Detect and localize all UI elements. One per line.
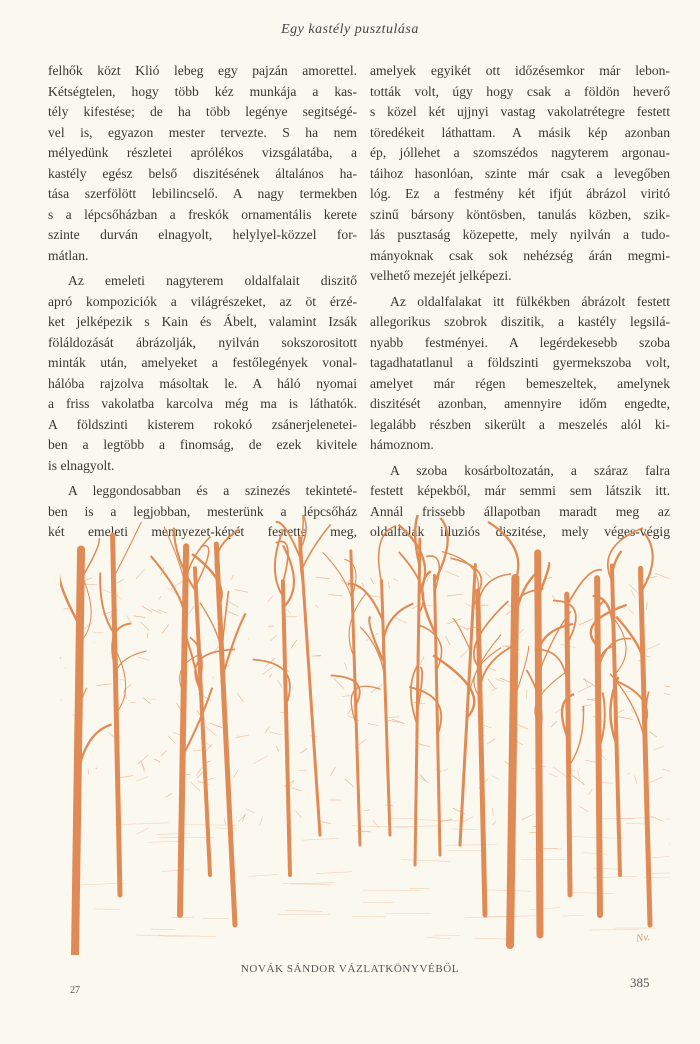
foliage-stroke <box>143 698 150 704</box>
foliage-stroke <box>136 828 149 835</box>
tree-branch <box>113 522 141 578</box>
foliage-stroke <box>459 625 468 629</box>
illustration-caption: NOVÁK SÁNDOR VÁZLATKÖNYVÉBŐL <box>240 963 460 975</box>
ground-stroke <box>625 823 646 824</box>
foliage-stroke <box>334 679 344 689</box>
text-line: Kétségtelen, hogy több kéz munkája a kas- <box>48 83 357 99</box>
foliage-stroke <box>120 776 133 778</box>
text-line: tották volt, úgy hogy csak a földön heverő <box>370 83 670 99</box>
ground-stroke <box>115 823 169 825</box>
foliage-stroke <box>649 732 657 737</box>
text-line: amelyet már régen bemeszeltek, amelynek <box>370 375 670 391</box>
foliage-stroke <box>654 746 664 750</box>
foliage-stroke <box>487 739 495 744</box>
foliage-stroke <box>418 744 430 747</box>
foliage-stroke <box>445 571 459 577</box>
foliage-stroke <box>322 822 331 824</box>
foliage-stroke <box>589 789 593 795</box>
ground-stroke <box>473 938 505 939</box>
foliage-stroke <box>300 749 307 754</box>
ground-stroke <box>215 828 237 829</box>
text-line: A földszinti kisterem rokokó zsánerjelenetei- <box>48 416 357 432</box>
foliage-stroke <box>60 657 61 664</box>
foliage-stroke <box>141 622 150 631</box>
foliage-stroke <box>259 817 262 826</box>
foliage-stroke <box>364 810 369 811</box>
tree-branch <box>453 619 471 651</box>
foliage-stroke <box>463 817 472 822</box>
ground-stroke <box>395 826 441 827</box>
foliage-stroke <box>253 756 267 764</box>
foliage-stroke <box>519 629 524 633</box>
ground-stroke <box>316 872 351 874</box>
foliage-stroke <box>628 584 638 593</box>
ground-stroke <box>562 915 584 916</box>
text-line: diszitését azonban, amennyire időm engedte, <box>370 396 670 411</box>
tree-sketch-illustration <box>60 515 670 955</box>
tree-branch <box>383 603 413 662</box>
foliage-stroke <box>423 689 427 690</box>
foliage-stroke <box>270 674 272 677</box>
text-line: mányoknak csak sok nehézség árán megmi- <box>370 247 670 263</box>
foliage-stroke <box>345 779 354 788</box>
foliage-stroke <box>97 684 112 686</box>
text-line: mátlan. <box>48 247 89 263</box>
tree-trunk <box>612 566 620 875</box>
text-line: vel is, egyazon mester tervezte. S ha nem <box>48 124 357 140</box>
foliage-stroke <box>234 770 239 778</box>
foliage-stroke <box>488 679 495 689</box>
text-line: is elnagyolt. <box>48 457 115 473</box>
text-line: lóg. Ez a festmény két ifjút ábrázol viritó <box>370 186 670 201</box>
text-line: amelyek egyikét ott időzésemkor már lebon- <box>370 63 670 78</box>
text-line: tása szerfölött lebilincselő. A nagy termekben <box>48 186 357 201</box>
text-line: lás pusztaság közepette, mely nyilván a tudo- <box>370 227 670 242</box>
foliage-stroke <box>276 746 278 751</box>
foliage-stroke <box>393 578 398 581</box>
tree-branch <box>78 724 112 774</box>
tree-branch <box>323 552 354 622</box>
foliage-stroke <box>484 571 492 579</box>
tree-trunk <box>283 581 290 875</box>
foliage-stroke <box>138 755 149 764</box>
foliage-stroke <box>227 601 238 607</box>
text-line: velhető mezejét jelképezi. <box>370 268 512 283</box>
tree-trunk <box>216 544 235 925</box>
ground-stroke <box>401 860 450 862</box>
text-line: táihoz hasonlóan, szinte már csak a levegőben <box>370 165 670 181</box>
foliage-stroke <box>168 736 175 744</box>
foliage-stroke <box>655 573 669 578</box>
foliage-stroke <box>628 608 634 614</box>
ground-stroke <box>573 892 613 893</box>
foliage-stroke <box>388 717 400 718</box>
foliage-stroke <box>447 594 462 596</box>
foliage-stroke <box>138 657 150 660</box>
text-line: a friss vakolatba karcolva még ma is láthatók. <box>48 396 357 411</box>
foliage-stroke <box>136 777 148 782</box>
running-title: Egy kastély pusztulása <box>281 22 419 37</box>
foliage-stroke <box>370 578 373 584</box>
foliage-stroke <box>578 618 593 625</box>
text-line: kastély egész belső diszitésének általános ha- <box>48 165 357 181</box>
foliage-stroke <box>162 625 169 634</box>
tree-trunk <box>510 578 515 945</box>
foliage-stroke <box>246 809 255 813</box>
foliage-stroke <box>206 727 217 736</box>
foliage-stroke <box>292 788 302 791</box>
ground-stroke <box>426 937 451 938</box>
foliage-stroke <box>141 761 146 771</box>
foliage-stroke <box>394 617 407 623</box>
foliage-stroke <box>618 717 633 720</box>
ground-stroke <box>583 853 607 855</box>
text-line: hálóba rajzolva másoltak le. A háló nyomai <box>48 375 357 391</box>
ground-stroke <box>95 909 120 910</box>
foliage-stroke <box>291 640 297 648</box>
text-line: föláldozását ábrázolják, nyilván sokszorositott <box>48 334 357 350</box>
foliage-stroke <box>583 679 596 687</box>
tree-trunk <box>434 576 440 855</box>
foliage-stroke <box>572 775 584 785</box>
text-line: hámoznom. <box>370 437 434 452</box>
foliage-stroke <box>237 693 243 702</box>
text-line: festett képekből, már semmi sem látszik itt. <box>370 483 670 498</box>
tree-branch <box>488 522 518 581</box>
foliage-stroke <box>388 582 389 589</box>
text-line: oldalfalak illuziós diszitése, mely véges-végig <box>370 524 670 539</box>
text-line: A szoba kosárboltozatán, a száraz falra <box>390 462 670 478</box>
foliage-stroke <box>553 767 566 776</box>
foliage-stroke <box>425 605 432 606</box>
ground-stroke <box>157 833 190 834</box>
foliage-stroke <box>578 685 592 692</box>
ground-stroke <box>285 910 322 911</box>
text-line: allegorikus szobrok diszitik, a kastély legsilá- <box>370 314 670 329</box>
foliage-stroke <box>316 605 318 608</box>
tree-branch <box>222 591 229 654</box>
text-line: Az emeleti nagyterem oldalfalait diszitő <box>68 273 357 288</box>
signature-number: 27 <box>70 985 80 996</box>
foliage-stroke <box>262 666 275 675</box>
text-line: két emeleti mennyezet-képét festette meg, <box>48 524 357 539</box>
text-line: minták után, amelyeket a festőlegények vonal- <box>48 355 357 370</box>
foliage-stroke <box>627 773 630 774</box>
tree-trunk <box>538 553 540 935</box>
foliage-stroke <box>142 606 152 612</box>
tree-branch <box>435 518 448 582</box>
foliage-stroke <box>206 761 210 763</box>
foliage-stroke <box>665 686 670 688</box>
text-line: töredékeit láthattam. A másik kép azonban <box>370 124 670 140</box>
foliage-stroke <box>151 609 161 613</box>
ground-stroke <box>161 870 190 872</box>
text-line: szinte durván elnagyolt, helylyel-közzel for- <box>48 227 357 242</box>
foliage-stroke <box>136 569 145 579</box>
foliage-stroke <box>277 680 282 687</box>
foliage-stroke <box>649 777 662 782</box>
foliage-stroke <box>551 721 557 727</box>
tree-branch <box>418 625 441 671</box>
foliage-stroke <box>248 638 249 639</box>
foliage-stroke <box>238 814 246 822</box>
foliage-stroke <box>154 759 160 762</box>
ground-stroke <box>249 874 278 876</box>
text-line: tagadhatatlanul a földszinti gyermekszoba volt, <box>370 355 670 370</box>
text-line: mélyedünk részletei aprólékos vizsgálatába, a <box>48 145 357 160</box>
ground-stroke <box>446 845 497 846</box>
foliage-stroke <box>631 590 635 598</box>
foliage-stroke <box>161 750 167 756</box>
foliage-stroke <box>492 822 495 825</box>
text-line: ép, jóllehet a szomszédos nagyterem argonau- <box>370 145 670 160</box>
left-column <box>48 61 357 543</box>
foliage-stroke <box>235 590 248 593</box>
foliage-stroke <box>271 635 277 641</box>
tree-trunk <box>75 550 81 955</box>
foliage-stroke <box>579 806 588 811</box>
foliage-stroke <box>577 770 579 778</box>
foliage-stroke <box>517 724 528 729</box>
foliage-stroke <box>64 667 67 668</box>
foliage-stroke <box>651 816 662 821</box>
foliage-stroke <box>446 636 450 644</box>
foliage-stroke <box>296 811 302 818</box>
ground-stroke <box>159 837 214 838</box>
foliage-stroke <box>196 767 202 775</box>
foliage-stroke <box>187 606 194 616</box>
text-line: s a lépcsőházban a freskók ornamentális kerete <box>48 206 357 222</box>
tree-branch <box>379 526 397 584</box>
foliage-stroke <box>236 735 249 738</box>
ground-stroke <box>567 837 624 839</box>
foliage-stroke <box>460 648 470 658</box>
text-line: A leggondosabban és a szinezés tekinteté- <box>68 483 357 498</box>
ground-stroke <box>452 829 477 830</box>
foliage-stroke <box>368 723 379 725</box>
foliage-stroke <box>491 688 498 692</box>
text-line: ket jelképezik s Kain és Ábelt, valamint Izsák <box>48 314 357 329</box>
foliage-stroke <box>500 678 511 683</box>
foliage-stroke <box>552 595 558 604</box>
foliage-stroke <box>165 793 171 797</box>
foliage-stroke <box>329 595 343 596</box>
text-line: ben is a legjobban, mesterünk a lépcsőház <box>48 503 357 519</box>
text-line: Annál frissebb állapotban maradt meg az <box>370 503 670 519</box>
tree-trunk <box>113 535 120 895</box>
foliage-stroke <box>101 589 110 593</box>
foliage-stroke <box>267 596 273 602</box>
foliage-stroke <box>190 782 200 791</box>
foliage-stroke <box>344 662 346 670</box>
text-line: legalább részben sikerült a meszelés alól ki- <box>370 416 670 432</box>
text-line: Az oldalfalakat itt fülkékben ábrázolt festett <box>390 293 670 309</box>
artist-signature: Nv. <box>635 931 651 945</box>
tree-branch <box>115 651 147 688</box>
foliage-stroke <box>269 732 281 735</box>
foliage-stroke <box>224 818 226 824</box>
foliage-stroke <box>647 644 660 650</box>
foliage-stroke <box>287 609 291 614</box>
foliage-stroke <box>634 775 637 783</box>
foliage-stroke <box>96 768 97 769</box>
foliage-stroke <box>585 678 588 688</box>
foliage-stroke <box>227 611 238 615</box>
text-line: s közel két ujjnyi vastag vakolatrétegre festett <box>370 104 670 119</box>
foliage-stroke <box>232 575 233 579</box>
text-line: szinű bársony köntösben, tanulás közben, szik- <box>370 206 670 222</box>
foliage-stroke <box>664 694 670 696</box>
ground-stroke <box>302 838 339 840</box>
tree-branch <box>223 613 246 675</box>
ground-stroke <box>529 908 560 910</box>
foliage-stroke <box>492 776 499 780</box>
foliage-stroke <box>316 577 330 578</box>
foliage-stroke <box>60 700 62 702</box>
tree-branch <box>478 574 511 618</box>
foliage-stroke <box>123 684 131 693</box>
ground-stroke <box>653 856 670 858</box>
text-line: felhők közt Klió lebeg egy pajzán amorettel. <box>48 63 357 78</box>
foliage-stroke <box>420 657 424 665</box>
tree-trunk <box>478 591 485 915</box>
text-line: tély kifestése; de ha több legénye segitségé- <box>48 104 357 119</box>
text-line: apró kompoziciók a világrészeket, az öt érzé- <box>48 293 357 309</box>
foliage-stroke <box>133 616 145 618</box>
tree-branch <box>183 688 212 756</box>
foliage-stroke <box>521 814 533 820</box>
foliage-stroke <box>362 583 364 587</box>
foliage-stroke <box>549 773 558 777</box>
foliage-stroke <box>159 596 162 599</box>
foliage-stroke <box>662 769 670 773</box>
foliage-stroke <box>330 767 335 776</box>
page-number: 385 <box>630 975 650 990</box>
right-column <box>370 61 670 543</box>
text-line: nyabb festményei. A legérdekesebb szoba <box>370 334 670 350</box>
text-line: ben a legtöbb a finomság, de ezek kivitele <box>48 437 357 452</box>
